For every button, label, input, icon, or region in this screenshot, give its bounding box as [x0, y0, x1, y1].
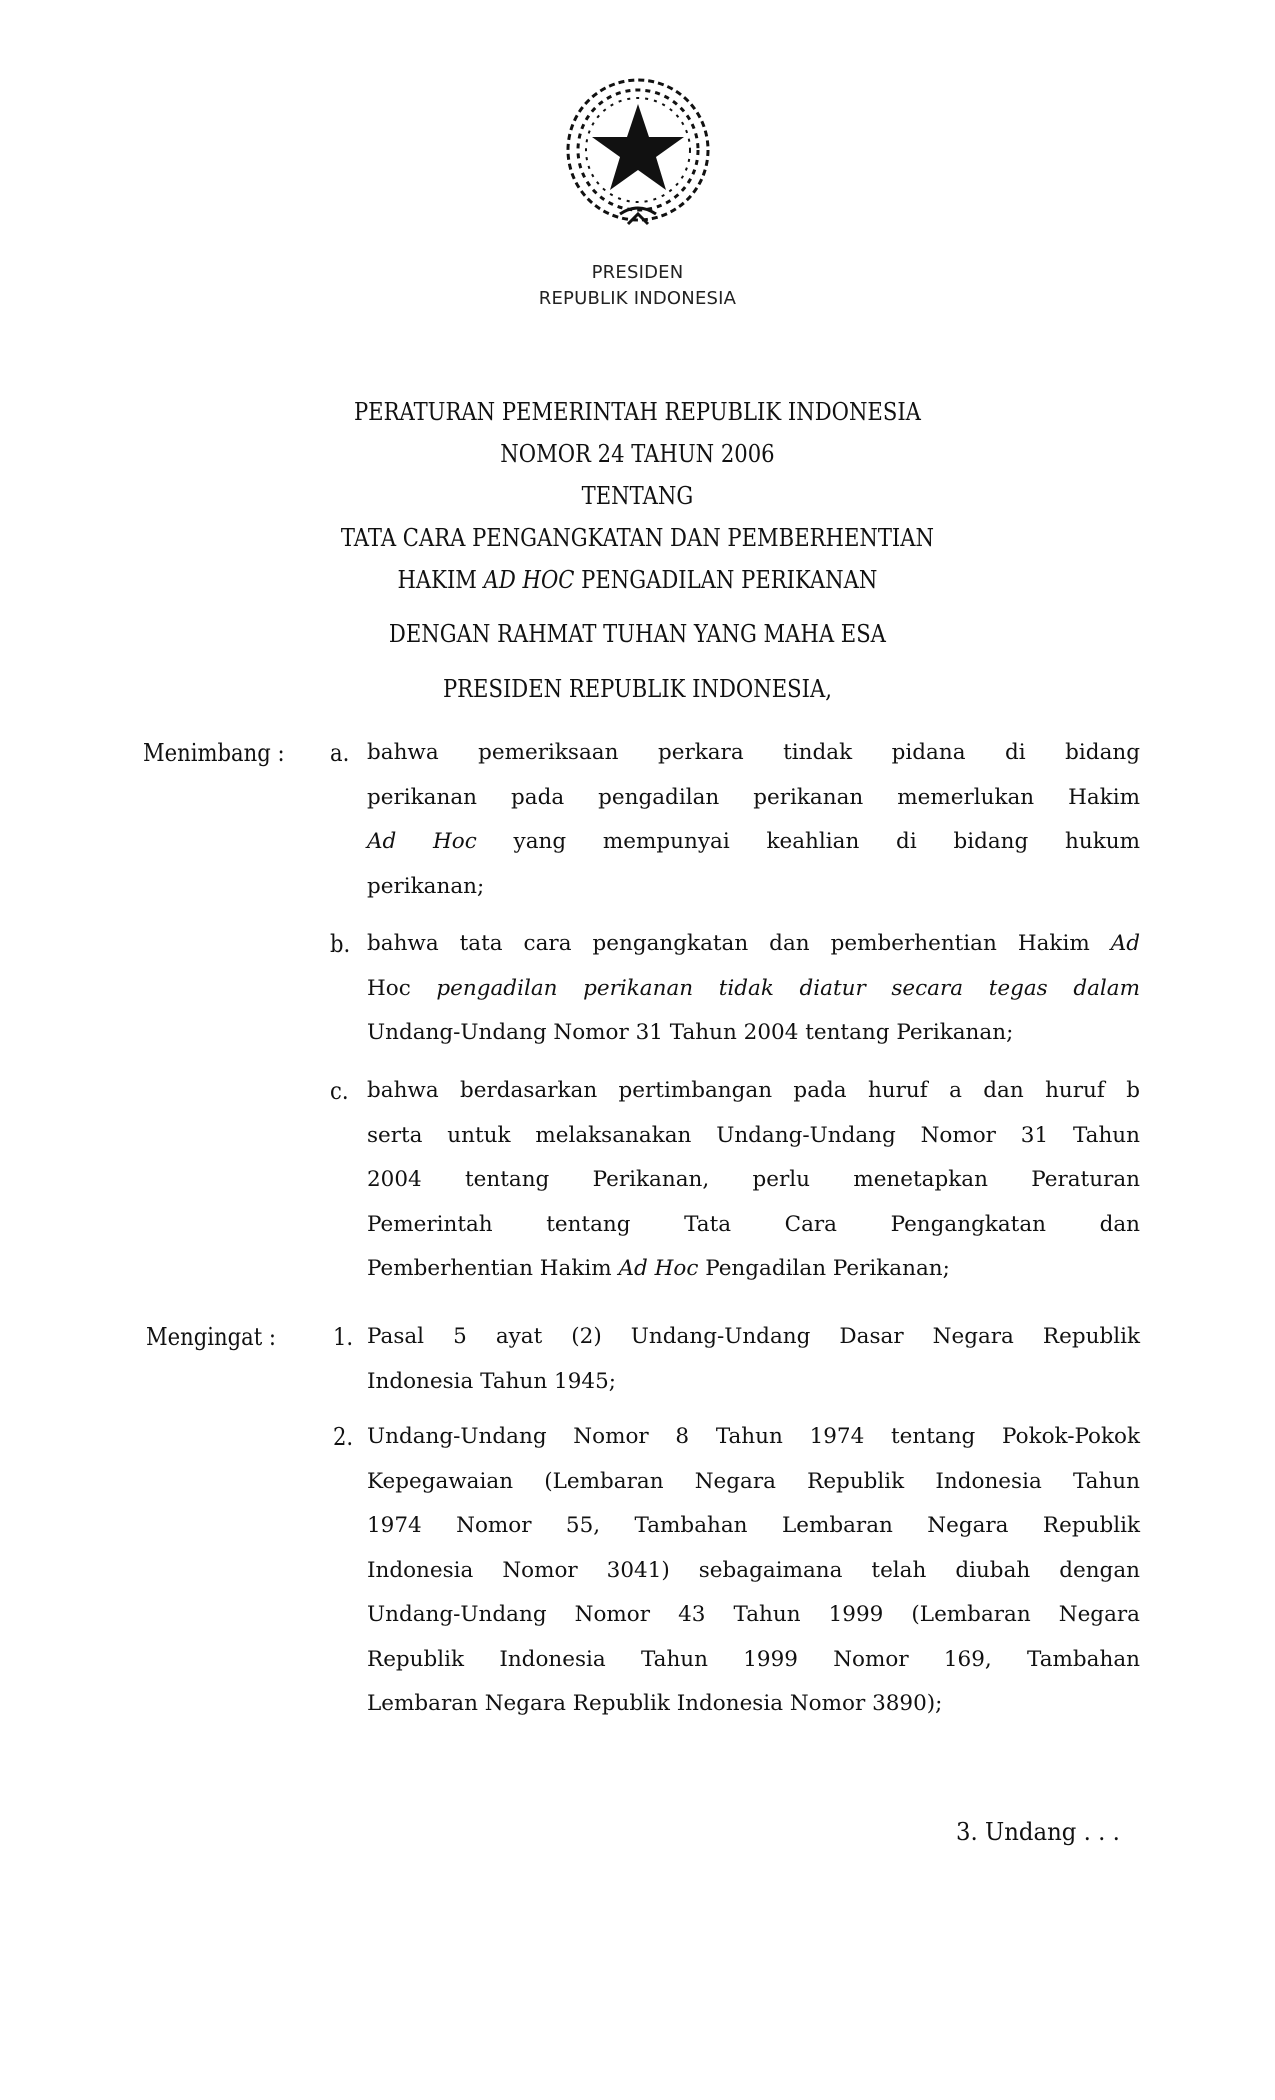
clause-text: Undang-Undang Nomor 43 Tahun 1999 (Lembaran Negara — [367, 1602, 1140, 1627]
clause-text: perikanan; — [367, 873, 485, 899]
menimbang-clause-line — [367, 1165, 1140, 1195]
clause-text: Indonesia Tahun 1945; — [367, 1368, 617, 1394]
subject-italic: AD HOC — [483, 566, 575, 594]
italic-term: Ad — [1110, 931, 1140, 956]
menimbang-clause-line — [367, 827, 1140, 857]
clause-text: Lembaran Negara Republik Indonesia Nomor 3890); — [367, 1691, 943, 1716]
regulation-about: TENTANG — [581, 482, 694, 510]
garuda-star-wreath-emblem-icon — [558, 74, 718, 236]
subject-text: HAKIM — [397, 566, 484, 594]
mengingat-clause-line — [367, 1600, 1140, 1630]
mengingat-clause-line — [367, 1556, 1140, 1586]
menimbang-clause-line — [367, 1076, 1140, 1106]
mengingat-clause-line — [367, 1511, 1140, 1541]
clause-text: 1974 Nomor 55, Tambahan Lembaran Negara Republik — [367, 1513, 1140, 1538]
mengingat-clause-line — [367, 1689, 1140, 1719]
clause-text: serta untuk melaksanakan Undang-Undang Nomor 31 Tahun — [367, 1122, 1140, 1148]
italic-term: Ad Hoc — [618, 1256, 699, 1281]
menimbang-item-marker: a. — [330, 739, 350, 767]
clause-text: 2004 tentang Perikanan, perlu menetapkan Peraturan — [367, 1167, 1140, 1192]
mengingat-clause-line — [367, 1422, 1140, 1452]
continuation-footer: 3. Undang . . . — [956, 1818, 1120, 1846]
clause-text: Undang-Undang Nomor 31 Tahun 2004 tentang Perikanan; — [367, 1020, 1014, 1045]
mengingat-item-marker: 1. — [333, 1323, 354, 1351]
regulation-subject-line-1: TATA CARA PENGANGKATAN DAN PEMBERHENTIAN — [340, 524, 935, 552]
menimbang-item-marker: b. — [330, 930, 351, 958]
clause-text: yang mempunyai keahlian di bidang hukum — [476, 829, 1141, 854]
subject-text: PENGADILAN PERIKANAN — [574, 566, 878, 594]
menimbang-clause-line — [367, 1121, 1140, 1151]
clause-text: Republik Indonesia Tahun 1999 Nomor 169, Tambahan — [367, 1646, 1140, 1672]
clause-text: perikanan pada pengadilan perikanan memerlukan Hakim — [367, 784, 1140, 810]
regulation-subject-line-2 — [76, 565, 1198, 595]
mengingat-clause-line — [367, 1367, 1140, 1397]
clause-text: Pemerintah tentang Tata Cara Pengangkatan dan — [367, 1211, 1140, 1237]
clause-text: bahwa tata cara pengangkatan dan pemberhentian Hakim — [367, 931, 1111, 956]
mengingat-label: Mengingat : — [146, 1323, 277, 1351]
menimbang-clause-line — [367, 738, 1140, 768]
clause-text: Pemberhentian Hakim — [367, 1256, 619, 1281]
italic-term: Ad Hoc — [367, 829, 477, 854]
regulation-number: NOMOR 24 TAHUN 2006 — [500, 440, 775, 468]
menimbang-clause-line — [367, 1254, 1140, 1284]
menimbang-clause-line — [367, 783, 1140, 813]
clause-text: Pengadilan Perikanan; — [698, 1256, 950, 1281]
mengingat-clause-line — [367, 1645, 1140, 1675]
clause-text: bahwa berdasarkan pertimbangan pada huruf a dan huruf b — [367, 1078, 1140, 1103]
menimbang-clause-line — [367, 974, 1140, 1004]
mengingat-item-marker: 2. — [333, 1423, 354, 1451]
regulation-title: PERATURAN PEMERINTAH REPUBLIK INDONESIA — [353, 398, 921, 426]
clause-text: Indonesia Nomor 3041) sebagaimana telah diubah dengan — [367, 1557, 1140, 1583]
mengingat-clause-line — [367, 1467, 1140, 1497]
institution-line-2: REPUBLIK INDONESIA — [538, 288, 737, 309]
mengingat-clause-line — [367, 1322, 1140, 1352]
menimbang-label: Menimbang : — [143, 739, 285, 767]
menimbang-clause-line — [367, 929, 1140, 959]
clause-text: Hoc — [367, 975, 411, 1001]
institution-line-1: PRESIDEN — [591, 262, 684, 283]
menimbang-item-marker: c. — [330, 1077, 349, 1105]
clause-text: bahwa pemeriksaan perkara tindak pidana di bidang — [367, 740, 1140, 765]
menimbang-clause-line — [367, 872, 1140, 902]
clause-text: Pasal 5 ayat (2) Undang-Undang Dasar Negara Republik — [367, 1324, 1140, 1349]
italic-term: pengadilan perikanan tidak diatur secara tegas dalam — [410, 975, 1140, 1001]
blessing-line: DENGAN RAHMAT TUHAN YANG MAHA ESA — [388, 620, 886, 648]
clause-text: Undang-Undang Nomor 8 Tahun 1974 tentang Pokok-Pokok — [367, 1424, 1140, 1449]
clause-text: Kepegawaian (Lembaran Negara Republik Indonesia Tahun — [367, 1468, 1140, 1494]
issuer-line: PRESIDEN REPUBLIK INDONESIA, — [442, 675, 832, 703]
menimbang-clause-line — [367, 1210, 1140, 1240]
menimbang-clause-line — [367, 1018, 1140, 1048]
